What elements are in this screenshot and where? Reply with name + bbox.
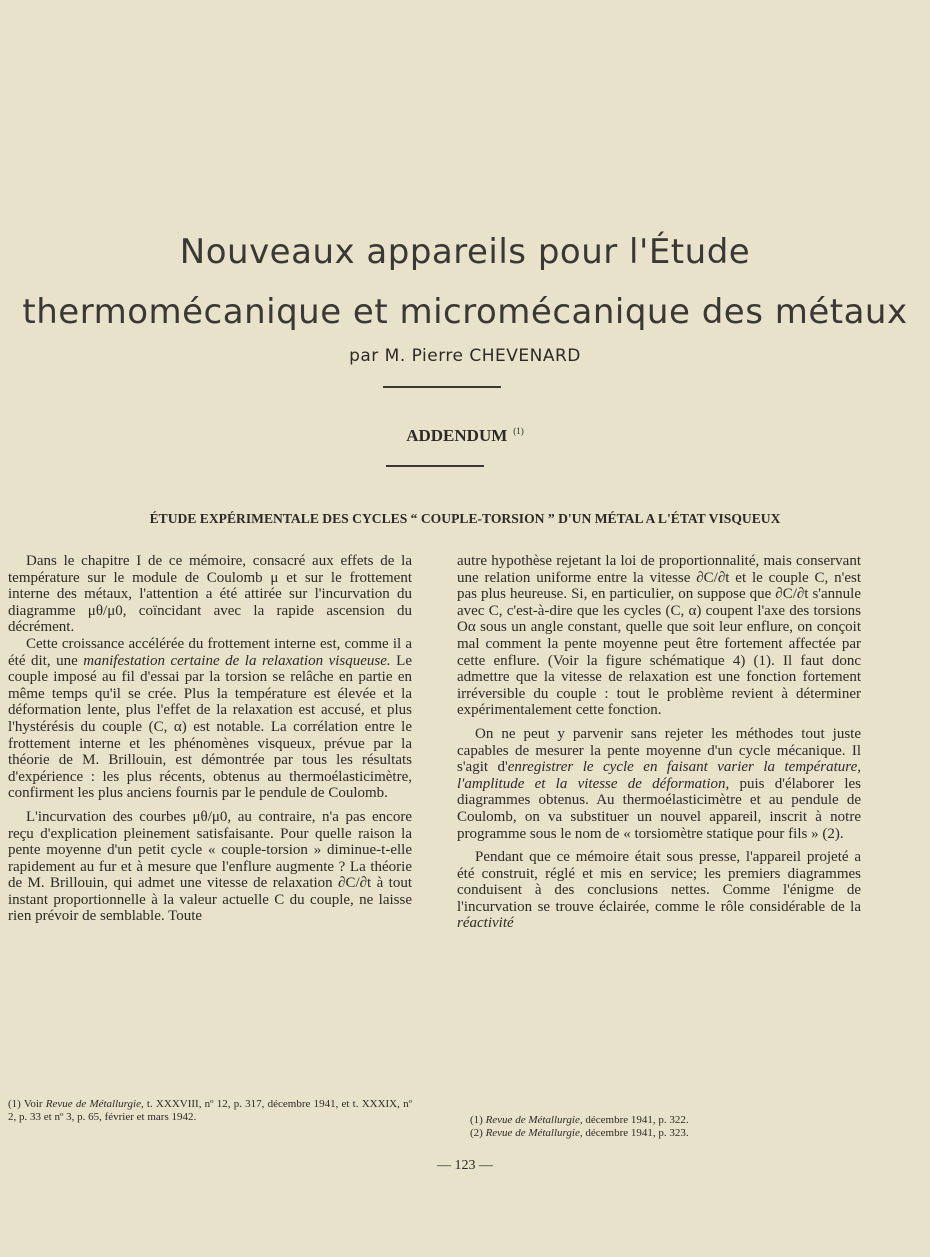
right-column xyxy=(457,553,861,932)
right-paragraph-3 xyxy=(457,849,861,932)
footnote-right-1 xyxy=(470,1114,870,1127)
footnote-right-2 xyxy=(470,1127,870,1140)
left-paragraph-3: L'incurvation des courbes μθ/μ0, au contraire, n'a pas encore reçu d'explication pleinement satisfaisante. Pour quelle raison la pente moyenne d'un petit cycle « couple-torsion » diminue-t-elle rapidement au fur et à mesure que l'enflure augmente ? La théorie de M. Brillouin, qui admet une vitesse de relaxation ∂C/∂t à tout instant proportionnelle à la valeur actuelle C du couple, ne laisse rien prévoir de semblable. Toute xyxy=(8,808,412,925)
footnote-right-1-journal: Revue de Métallurgie, xyxy=(485,1114,583,1126)
section-heading: ÉTUDE EXPÉRIMENTALE DES CYCLES “ COUPLE-TORSION ” D'UN MÉTAL A L'ÉTAT VISQUEUX xyxy=(149,511,781,526)
right-p3-text: Pendant que ce mémoire était sous presse, l'appareil projeté a été construit, réglé et mis en service; les premiers diagrammes conduisent à des conclusions nettes. Comme l'énigme de l'incurvation se trouve éclairée, comme le rôle considérable de la xyxy=(457,849,861,915)
right-p2-text-a: On ne peut y parvenir sans rejeter les méthodes tout juste capables de mesurer la pente moyenne d'un cycle mécanique. Il s'agit d' xyxy=(457,725,861,776)
left-paragraph-1: Dans le chapitre I de ce mémoire, consacré aux effets de la température sur le module de Coulomb μ et sur le frottement interne des métaux, l'attention a été attirée sur l'incurvation du diagramme μθ/μ0, coïncidant avec la rapide ascension du décrément. xyxy=(8,553,412,636)
right-p2-emphasis: enregistrer le cycle en faisant varier la température, l'amplitude et la vitesse de déformation, xyxy=(457,759,861,792)
footnote-right-2-num: (2) xyxy=(470,1127,486,1139)
left-column xyxy=(8,553,412,925)
right-paragraph-1: autre hypothèse rejetant la loi de proportionnalité, mais conservant une relation uniforme entre la vitesse ∂C/∂t et le couple C, n'est pas plus heureuse. Si, en particulier, on suppose que ∂C/∂t s'annule avec C, c'est-à-dire que les cycles (C, α) coupent l'axe des torsions Oα sous un angle constant, quelle que soit leur enflure, on conçoit mal comment la pente moyenne peut être fortement affectée par cette enflure. (Voir la figure schématique 4) (1). Il faut donc admettre que la vitesse de relaxation est une fonction fortement irréversible du couple : tout le problème revient à déterminer expérimentalement cette fonction. xyxy=(457,553,861,719)
right-p2-text-b: puis d'élaborer les diagrammes obtenus. Au thermoélasticimètre et au pendule de Coulomb, on va substituer un nouvel appareil, inscrit à notre programme sous le nom de « torsiomètre statique pour fils » (2). xyxy=(457,775,861,842)
footnote-left-1 xyxy=(8,1098,412,1124)
byline: par M. Pierre CHEVENARD xyxy=(349,346,581,366)
footnote-left-1-num: (1) Voir xyxy=(8,1098,46,1110)
right-paragraph-2 xyxy=(457,726,861,842)
right-p3-emphasis: réactivité xyxy=(457,915,514,932)
footnotes-left xyxy=(8,1098,412,1124)
footnote-right-1-ref: décembre 1941, p. 322. xyxy=(582,1114,689,1126)
left-p2-emphasis: manifestation certaine de la relaxation visqueuse. xyxy=(83,652,391,669)
addendum-heading xyxy=(0,426,930,446)
left-p2-text-a: Cette croissance accélérée du frottement interne est, comme il a été dit, une xyxy=(8,635,412,669)
divider-top xyxy=(383,386,501,388)
footnote-left-1-ref: t. XXXVIII, nº 12, p. 317, décembre 1941, et t. XXXIX, nº 2, p. 33 et nº 3, p. 65, février et mars 1942. xyxy=(8,1098,412,1123)
addendum-footnote-ref: (1) xyxy=(513,426,524,436)
title-line-1: Nouveaux appareils pour l'Étude xyxy=(179,232,751,272)
addendum-label: ADDENDUM xyxy=(406,426,508,445)
footnotes-right xyxy=(470,1114,870,1140)
title-line-2: thermomécanique et micromécanique des métaux xyxy=(22,292,908,332)
page-number: — 123 — xyxy=(437,1158,493,1173)
footnote-right-2-ref: décembre 1941, p. 323. xyxy=(582,1127,689,1139)
footnote-left-1-journal: Revue de Métallurgie, xyxy=(45,1098,144,1110)
left-paragraph-2 xyxy=(8,636,412,802)
footnote-right-2-journal: Revue de Métallurgie, xyxy=(485,1127,583,1139)
divider-bottom xyxy=(386,465,484,467)
footnote-right-1-num: (1) xyxy=(470,1114,486,1126)
left-p2-text-b: Le couple imposé au fil d'essai par la torsion se relâche en partie en même temps qu'il se crée. Plus la température est élevée et la déformation lente, plus l'effet de la relaxation est accusé, et plus l'hystérésis du couple (C, α) est notable. La corrélation entre le frottement interne et les phénomènes visqueux, prévue par la théorie de M. Brillouin, est démontrée par tous les résultats d'expérience : les plus récents, obtenus au thermoélasticimètre, confirment les plus anciens fournis par le pendule de Coulomb. xyxy=(8,652,412,802)
